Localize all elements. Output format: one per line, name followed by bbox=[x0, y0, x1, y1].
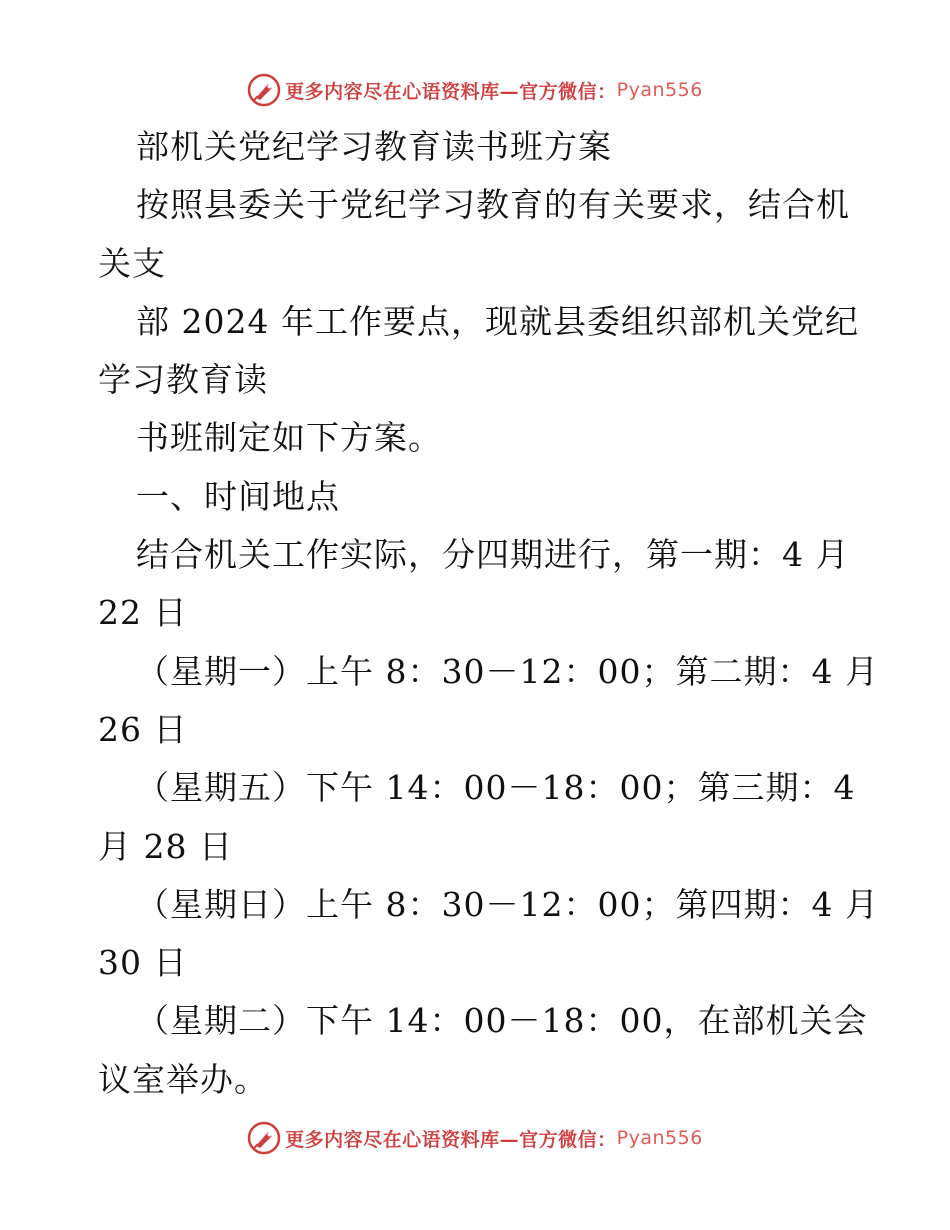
paragraph-line: 月 28 日 bbox=[98, 826, 233, 866]
paragraph-line: 30 日 bbox=[98, 943, 188, 983]
paragraph-line: 书班制定如下方案。 bbox=[136, 418, 442, 458]
watermark-text: 更多内容尽在心语资料库—官方微信： bbox=[285, 80, 617, 103]
pen-nib-logo-icon bbox=[247, 1121, 281, 1155]
pen-nib-logo-icon bbox=[247, 73, 281, 107]
footer-watermark bbox=[0, 1118, 950, 1158]
document-title: 部机关党纪学习教育读书班方案 bbox=[136, 127, 612, 166]
section-heading: 一、时间地点 bbox=[136, 476, 340, 516]
paragraph-line: （星期五）下午 14：00－18：00；第三期：4 bbox=[136, 768, 856, 808]
paragraph-line: 26 日 bbox=[98, 709, 188, 749]
paragraph-line: 按照县委关于党纪学习教育的有关要求，结合机 bbox=[136, 185, 850, 225]
watermark-wechat: Pyan556 bbox=[616, 79, 703, 101]
paragraph-line: （星期一）上午 8：30－12：00；第二期：4 月 bbox=[136, 651, 879, 691]
header-watermark bbox=[0, 70, 950, 110]
paragraph-line: 学习教育读 bbox=[98, 360, 268, 400]
paragraph-line: （星期日）上午 8：30－12：00；第四期：4 月 bbox=[136, 884, 879, 924]
watermark-wechat: Pyan556 bbox=[616, 1127, 703, 1149]
paragraph-line: 关支 bbox=[98, 243, 166, 283]
paragraph-line: 22 日 bbox=[98, 593, 188, 633]
document-body bbox=[98, 118, 879, 1109]
paragraph-line: （星期二）下午 14：00－18：00，在部机关会 bbox=[136, 1001, 868, 1041]
watermark-text: 更多内容尽在心语资料库—官方微信： bbox=[285, 1128, 617, 1151]
paragraph-line: 结合机关工作实际，分四期进行，第一期：4 月 bbox=[136, 535, 850, 575]
paragraph-line: 议室举办。 bbox=[98, 1059, 268, 1099]
paragraph-line: 部 2024 年工作要点，现就县委组织部机关党纪 bbox=[136, 301, 859, 341]
